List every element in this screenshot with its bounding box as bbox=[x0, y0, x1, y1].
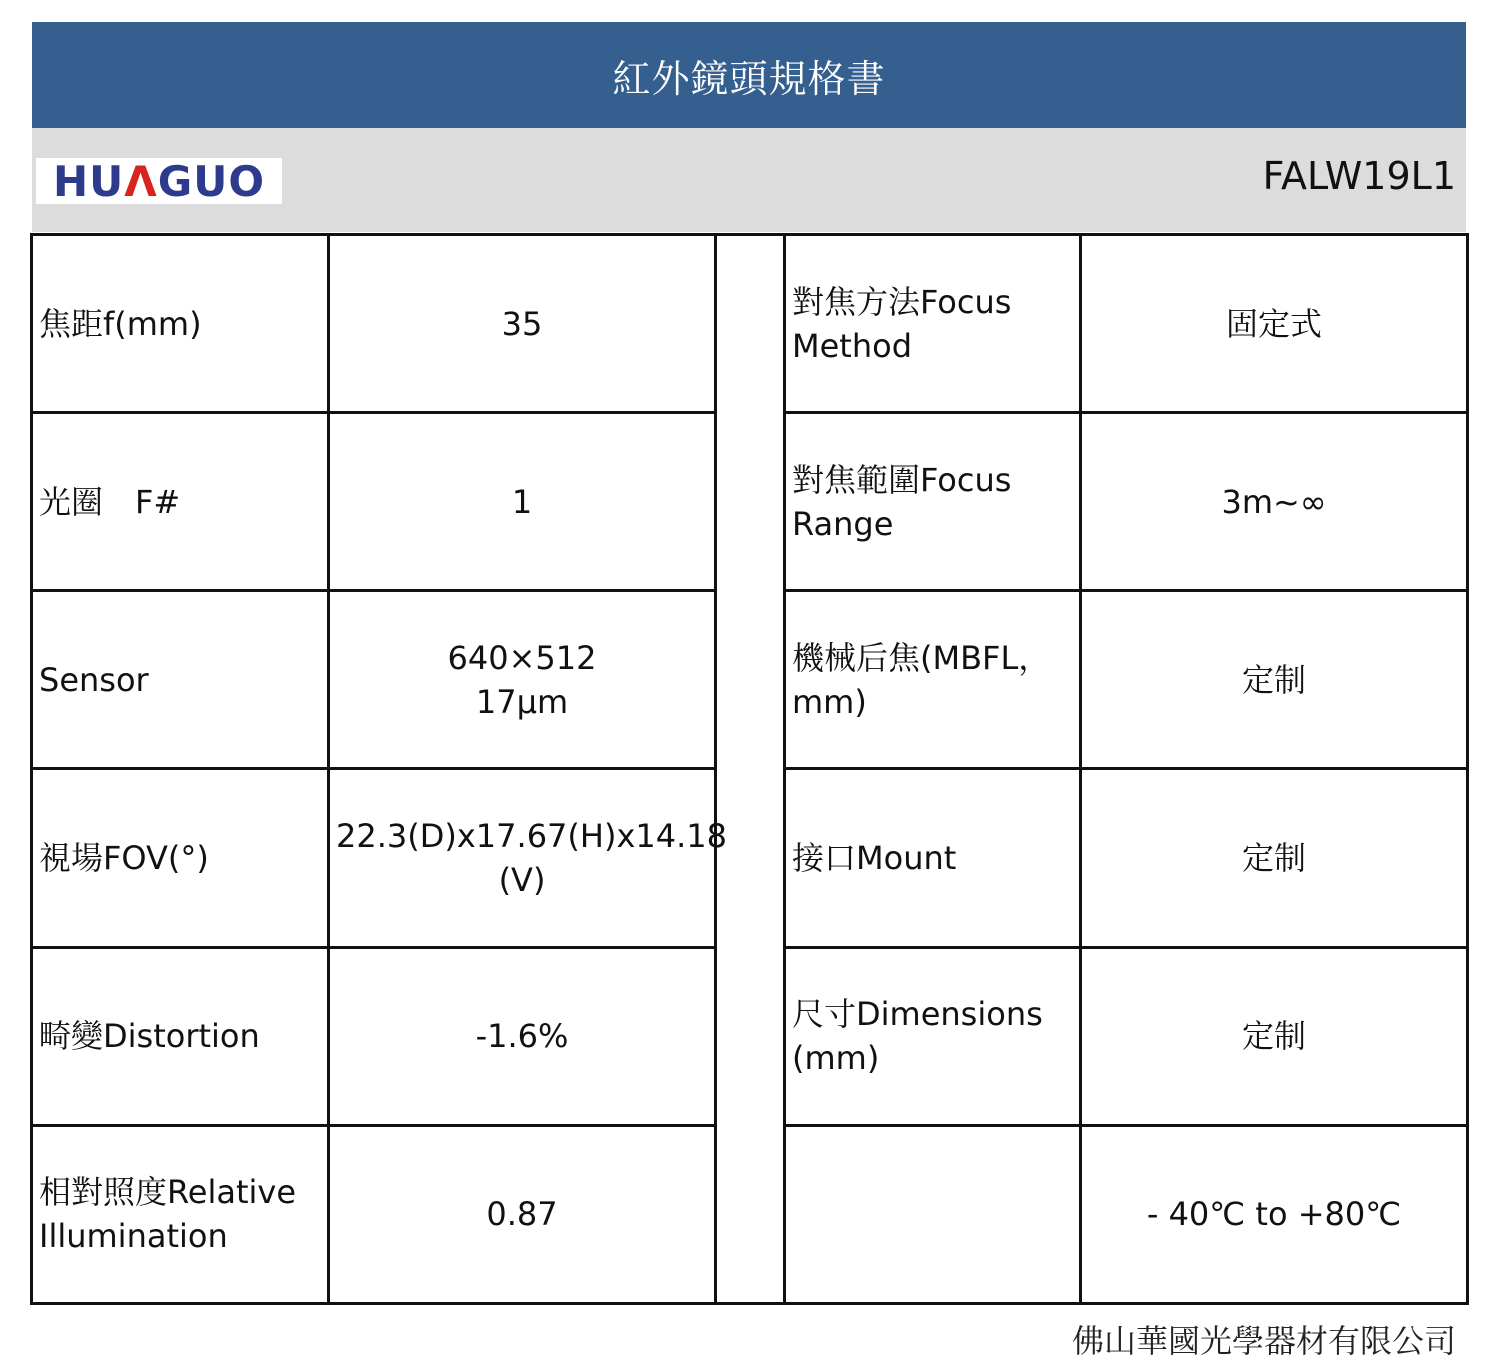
spec-value-aperture: 1 bbox=[329, 413, 716, 591]
title-bar bbox=[32, 22, 1466, 128]
spec-label-operating-temp bbox=[785, 1125, 1081, 1303]
spec-label-focus-range: 對焦範圍Focus Range bbox=[785, 413, 1081, 591]
spec-row bbox=[32, 235, 1468, 413]
spec-value-relative-illumination: 0.87 bbox=[329, 1125, 716, 1303]
spec-label-mbfl: 機械后焦(MBFL， mm) bbox=[785, 591, 1081, 769]
spec-value-dimensions: 定制 bbox=[1081, 947, 1468, 1125]
company-name-footer: 佛山華國光學器材有限公司 bbox=[1071, 1322, 1456, 1360]
spec-label-fov: 視場FOV(°) bbox=[32, 769, 329, 947]
spec-value-focus-range: 3m~∞ bbox=[1081, 413, 1468, 591]
model-number: FALW19L1 bbox=[1262, 154, 1456, 198]
spec-value-focal-length: 35 bbox=[329, 235, 716, 413]
spec-label-dimensions: 尺寸Dimensions (mm) bbox=[785, 947, 1081, 1125]
column-divider bbox=[716, 235, 785, 1304]
spec-label-focus-method: 對焦方法Focus Method bbox=[785, 235, 1081, 413]
spec-value-fov: 22.3(D)x17.67(H)x14.18 (V) bbox=[329, 769, 716, 947]
spec-value-distortion: -1.6% bbox=[329, 947, 716, 1125]
brand-bar bbox=[32, 128, 1466, 232]
spec-label-mount: 接口Mount bbox=[785, 769, 1081, 947]
spec-value-mbfl: 定制 bbox=[1081, 591, 1468, 769]
spec-value-mount: 定制 bbox=[1081, 769, 1468, 947]
spec-value-operating-temp: - 40℃ to +80℃ bbox=[1081, 1125, 1468, 1303]
logo-wordmark: HUΛGUO bbox=[52, 156, 266, 206]
spec-label-distortion: 畸變Distortion bbox=[32, 947, 329, 1125]
spec-label-focal-length: 焦距f(mm) bbox=[32, 235, 329, 413]
spec-value-focus-method: 固定式 bbox=[1081, 235, 1468, 413]
spec-table bbox=[30, 233, 1469, 1305]
company-logo bbox=[36, 158, 282, 204]
page-title: 紅外鏡頭規格書 bbox=[612, 56, 886, 101]
spec-label-sensor: Sensor bbox=[32, 591, 329, 769]
spec-value-sensor: 640×512 17μm bbox=[329, 591, 716, 769]
spec-label-relative-illumination: 相對照度Relative Illumination bbox=[32, 1125, 329, 1303]
spec-label-aperture: 光圈 F# bbox=[32, 413, 329, 591]
